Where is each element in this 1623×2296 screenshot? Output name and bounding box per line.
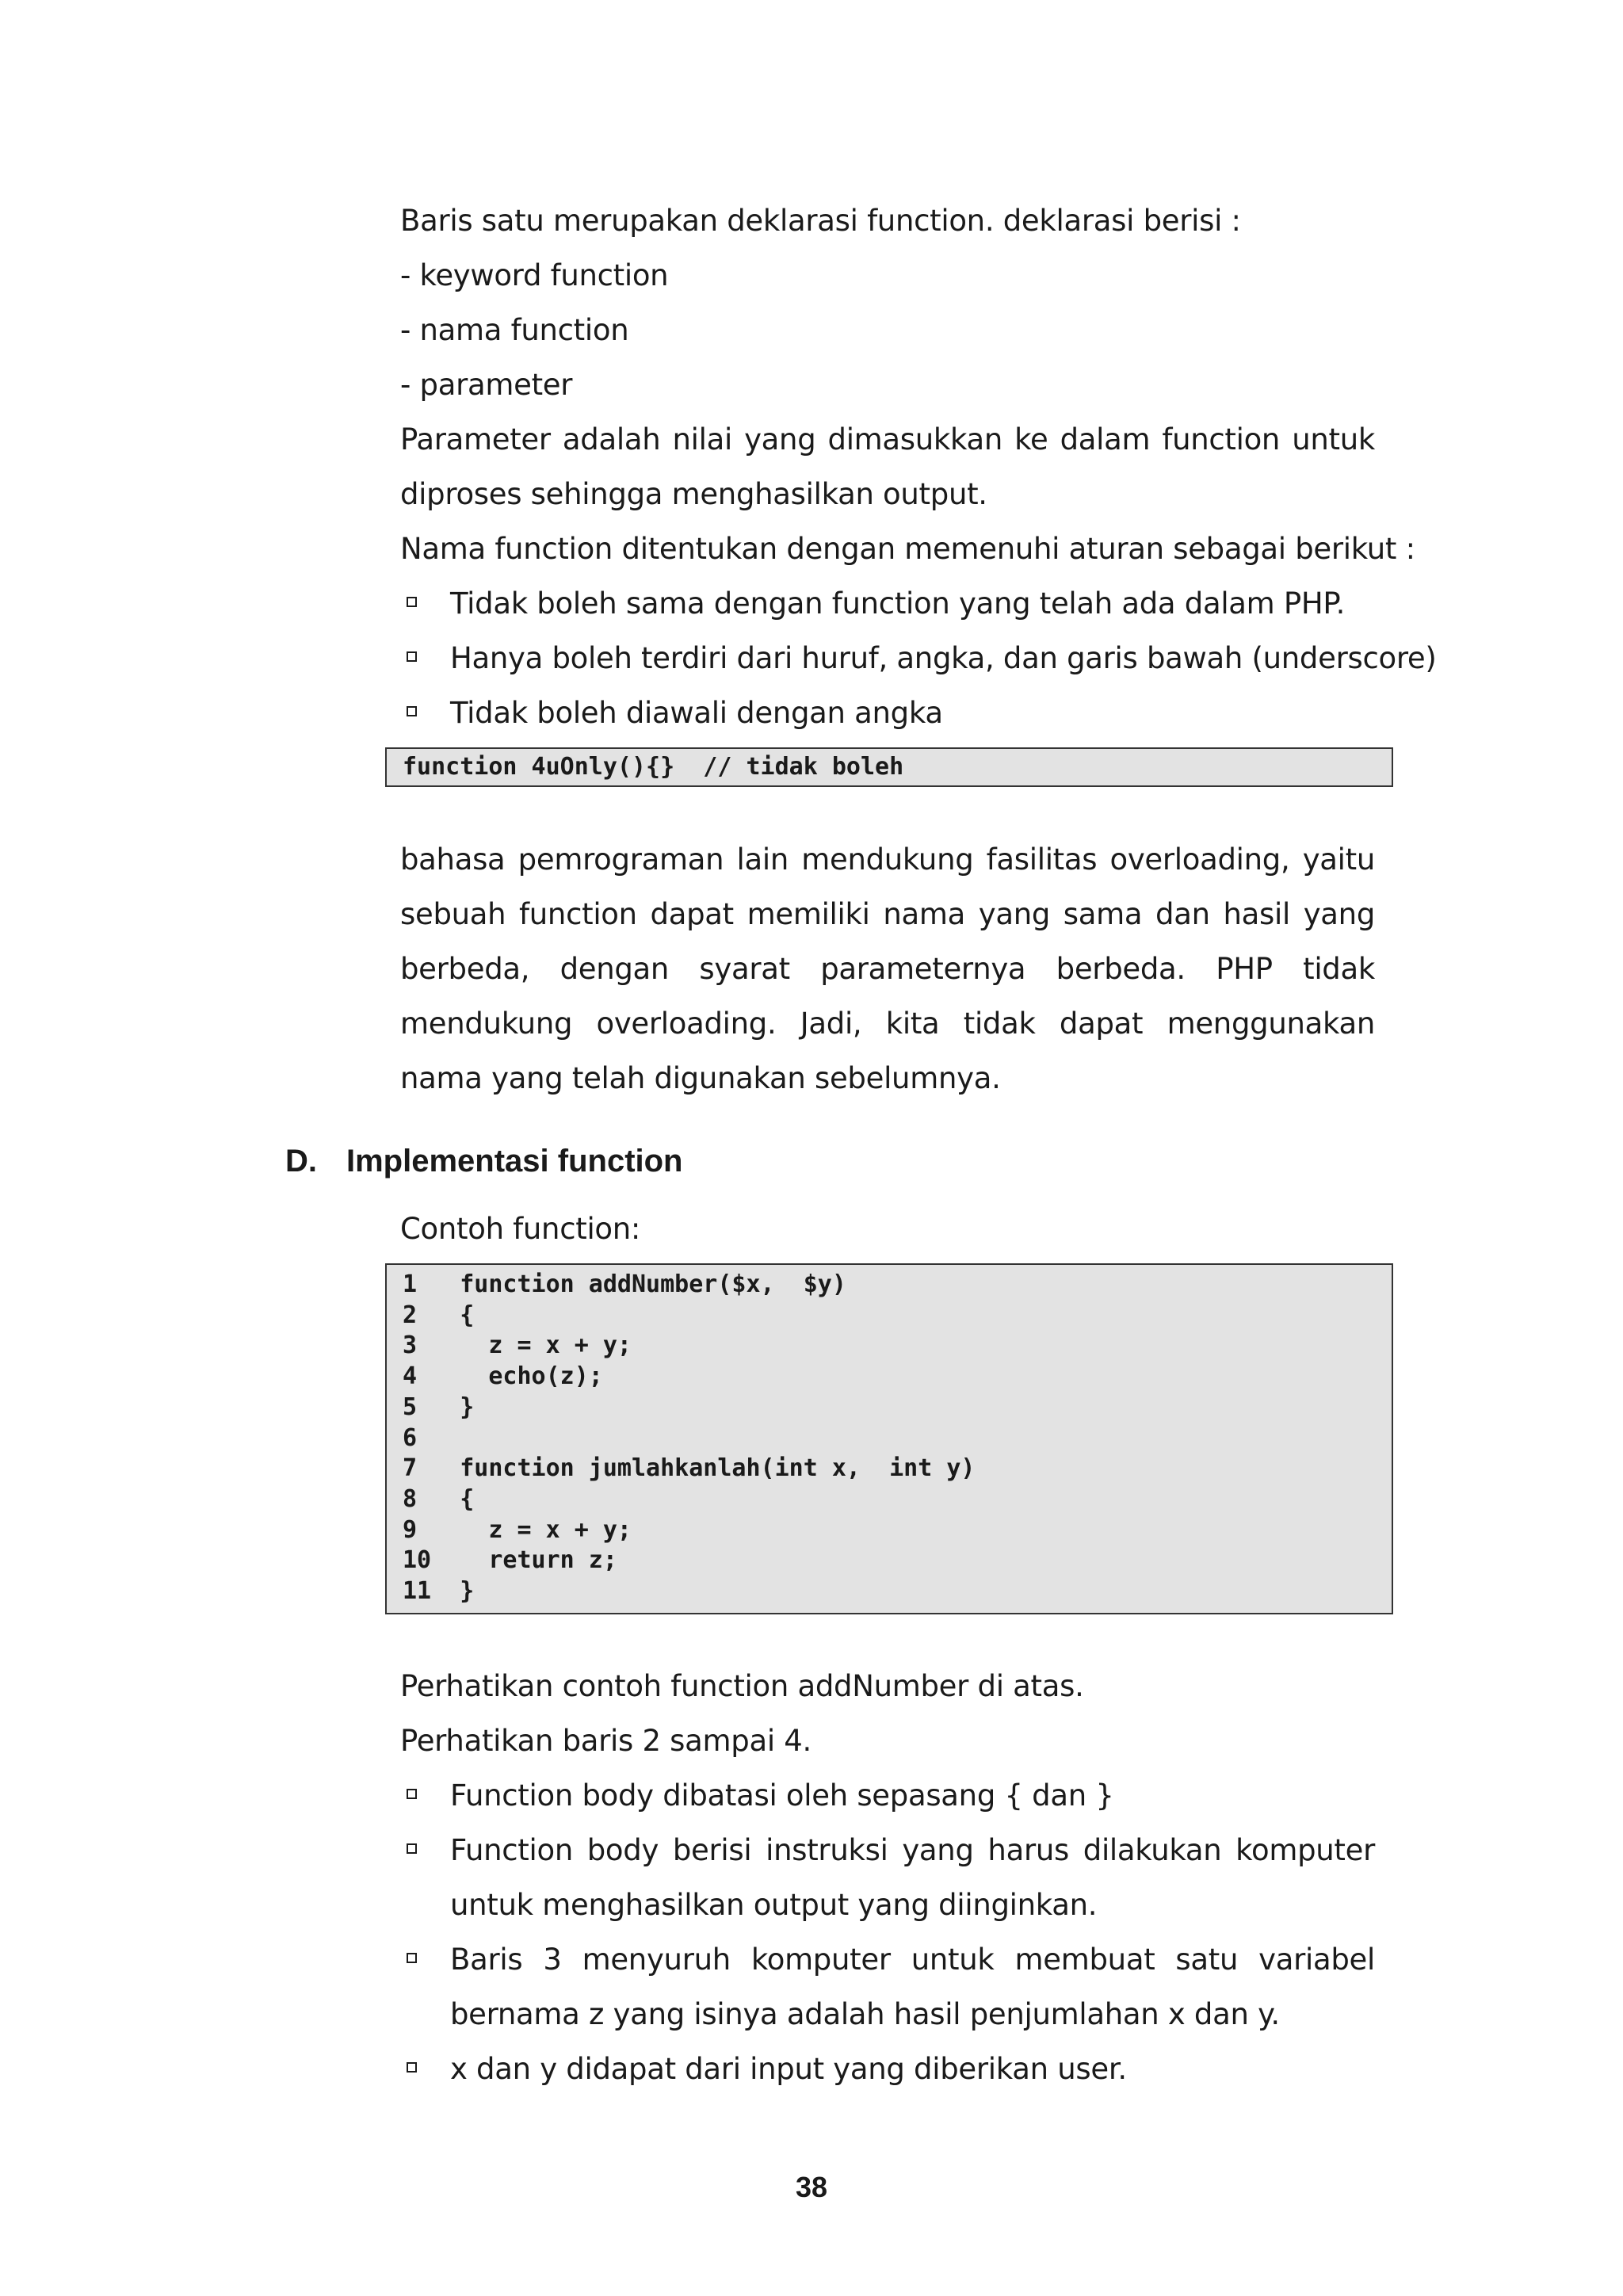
checkbox-bullet-icon: [407, 706, 417, 716]
overloading-paragraph: bahasa pemrograman lain mendukung fasilitas overloading, yaitu sebuah function dapat memiliki nama yang sama dan hasil yang berbeda, dengan syarat parameternya berbeda. PHP tidak mendukung overloading. Jadi, kita tidak dapat menggunakan nama yang telah digunakan sebelumnya.: [400, 842, 1375, 1095]
list-item-keyword: - keyword function: [400, 258, 669, 292]
rules-intro: Nama function ditentukan dengan memenuhi aturan sebagai berikut :: [400, 532, 1415, 566]
list-item-name: - nama function: [400, 313, 629, 347]
code-text: function 4uOnly(){} // tidak boleh: [403, 753, 904, 781]
rule-text: Hanya boleh terdiri dari huruf, angka, dan garis bawah (underscore): [450, 641, 1437, 675]
rule-text: Tidak boleh sama dengan function yang telah ada dalam PHP.: [450, 586, 1346, 621]
checkbox-bullet-icon: [407, 597, 417, 607]
point-text: Baris 3 menyuruh komputer untuk membuat satu variabel bernama z yang isinya adalah hasil penjumlahan x dan y.: [450, 1943, 1375, 2031]
point-text: x dan y didapat dari input yang diberikan user.: [450, 2052, 1127, 2086]
checkbox-bullet-icon: [407, 1789, 417, 1799]
example-label: Contoh function:: [400, 1212, 641, 1246]
point-text: Function body dibatasi oleh sepasang { dan }: [450, 1778, 1114, 1813]
explanation-line: Perhatikan contoh function addNumber di atas.: [400, 1669, 1084, 1703]
page-number: 38: [795, 2171, 828, 2203]
code-block-invalid-name: [385, 747, 1393, 787]
checkbox-bullet-icon: [407, 651, 417, 662]
intro-line: Baris satu merupakan deklarasi function. deklarasi berisi :: [400, 204, 1241, 238]
point-text: Function body berisi instruksi yang harus dilakukan komputer untuk menghasilkan output yang diinginkan.: [450, 1833, 1375, 1922]
code-block-functions: [385, 1263, 1393, 1614]
explanation-line: Perhatikan baris 2 sampai 4.: [400, 1724, 812, 1758]
rule-text: Tidak boleh diawali dengan angka: [450, 696, 943, 730]
section-title: Implementasi function: [346, 1144, 683, 1179]
section-letter: D.: [285, 1144, 317, 1179]
checkbox-bullet-icon: [407, 1843, 417, 1854]
list-item-parameter: - parameter: [400, 368, 573, 402]
checkbox-bullet-icon: [407, 2062, 417, 2073]
code-text: 1 function addNumber($x, $y) 2 { 3 z = x + y; 4 echo(z); 5 } 6 7 function jumlahkanlah(int x, int y) 8 { 9 z = x + y; 10 return z; 11 }: [403, 1270, 976, 1606]
parameter-description: Parameter adalah nilai yang dimasukkan ke dalam function untuk diproses sehingga menghasilkan output.: [400, 422, 1375, 511]
checkbox-bullet-icon: [407, 1953, 417, 1963]
